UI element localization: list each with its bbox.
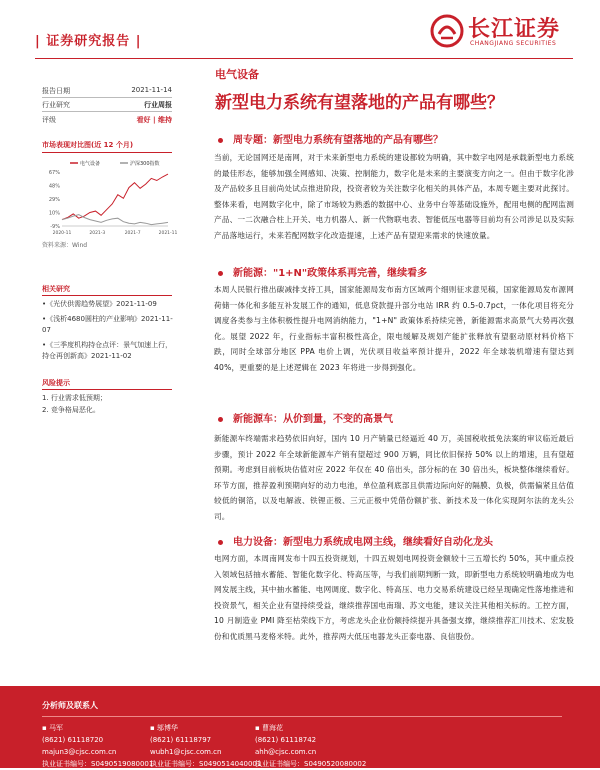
meta-label: 报告日期 (42, 87, 70, 95)
section-body: 当前，无论国网还是南网，对于未来新型电力系统的建设都较为明确，其中数字电网是承载新型电力系统的最佳形态，能够加强全网感知、决策、控制能力，数字化是未来的主要演变方向之一。但由于数字化涉及产品较多且目前尚处试点推进阶段，投资者较为关注数字化相关的具体产品，本周专题主要对此探讨。整体来看，电网数字化中，除了市场较为熟悉的数据中心、业务中台等基础设施外，配用电侧的配网监测产品、一二次融合柱上开关、电力机器人、新一代物联电表、智能低压电器等目前均有公司涉足以及实际产品落地运行，未来若配网数字化改造提速，上述产品有望迎来需求的快速放量。 (214, 153, 574, 240)
analyst-contact: ▪ 邬博华 (8621) 61118797 wubh1@cjsc.com.cn 执业证书编号：S0490514040001 (150, 722, 261, 770)
y-tick-label: 10% (48, 210, 60, 217)
y-tick-label: -9% (50, 224, 60, 230)
chart-source: 资料来源：Wind (42, 242, 88, 249)
meta-value: 2021-11-14 (131, 86, 172, 94)
chart-section-rule (42, 152, 172, 153)
series-line-csi300 (62, 215, 168, 225)
section-heading: 电力设备：新型电力系统成电网主线，继续看好自动化龙头 (218, 533, 493, 548)
section-heading: 新能源车：从价到量，不变的高景气 (218, 410, 393, 425)
meta-divider (42, 111, 172, 112)
y-tick-label: 67% (48, 170, 60, 176)
risk-rule (42, 389, 172, 390)
series-line-electrical-equipment (62, 174, 168, 220)
related-item[interactable]: •《三季度机构持仓点评：景气加速上行，持仓再创新高》2021-11-02 (42, 341, 173, 360)
section-body: 电网方面，本周南网发布十四五投资规划，十四五规划电网投资金额较十三五增长约 50%，其中重点投入领域包括抽水蓄能、智能化数字化、特高压等，与我们前期判断一致，即新型电力系统较明确地成为电网发展主线，其中抽水蓄能、电网调度、数字化、特高压、电力交易系统建设已经呈现确定性落地推进和投资景气，相关企业有望持续受益，继续推荐国电南瑞、苏文电能，建议关注其他相关标的。工控方面，10 月制造业 PMI 降至枯荣线下方，考虑龙头企业份额持续提升具备强支撑，继续推荐汇川技术、宏发股份和优质黑马麦格米特。此外，推荐两大低压电器龙头正泰电器、良信股份。 (214, 554, 574, 641)
email-link[interactable]: wubh1@cjsc.com.cn (150, 748, 222, 756)
email-link[interactable]: majun3@cjsc.com.cn (42, 748, 117, 756)
logo-text-cn: 长江证券 (468, 17, 561, 42)
bullet-icon (218, 540, 223, 545)
risk-title: 风险提示 (42, 379, 70, 387)
related-item[interactable]: •《浅析4680圆柱的产业影响》2021-11-07 (42, 315, 173, 334)
meta-value: 行业周报 (144, 101, 172, 109)
related-research-title: 相关研究 (42, 285, 70, 293)
y-tick-label: 29% (48, 197, 60, 203)
logo-mark-icon (430, 14, 464, 48)
x-tick-label: 2021-11 (158, 231, 178, 236)
section-heading: 周专题：新型电力系统有望落地的产品有哪些？ (218, 131, 443, 146)
report-type-label: | 证券研究报告 | (35, 34, 142, 49)
report-title: 新型电力系统有望落地的产品有哪些？ (215, 93, 504, 113)
related-research-rule (42, 295, 172, 296)
legend-label: 沪深300指数 (130, 161, 160, 167)
analyst-section-title: 分析师及联系人 (42, 701, 98, 710)
risk-item: 2. 竞争格局恶化。 (42, 406, 100, 414)
header-rule (35, 58, 573, 59)
meta-divider (42, 97, 172, 98)
analyst-contact: ▪ 曹海花 (8621) 61118742 ahh@cjsc.com.cn 执业证书编号：S0490520080002 (255, 722, 366, 770)
rating-value: 看好 | 维持 (136, 116, 172, 124)
chart-section-title: 市场表现对比图(近 12 个月) (42, 141, 134, 149)
footer-rule (42, 716, 562, 717)
logo-text-en: CHANGJIANG SECURITIES (470, 40, 557, 47)
risk-item: 1. 行业需求低预期； (42, 394, 107, 402)
bullet-icon (218, 138, 223, 143)
y-tick-label: 48% (48, 183, 60, 190)
bullet-icon (218, 417, 223, 422)
analyst-contact: ▪ 马军 (8621) 61118720 majun3@cjsc.com.cn 执业证书编号：S0490519080001 (42, 722, 153, 770)
industry-category: 电气设备 (215, 68, 259, 81)
x-tick-label: 2021-7 (124, 231, 141, 236)
email-link[interactable]: ahh@cjsc.com.cn (255, 748, 317, 756)
x-tick-label: 2020-11 (52, 231, 72, 236)
company-logo (430, 10, 570, 54)
meta-label: 评级 (42, 116, 56, 124)
section-body: 新能源车终端需求趋势依旧向好，国内 10 月产销量已经逼近 40 万，美国税收抵免法案的审议临近最后步骤，预计 2022 年全球新能源车产销有望超过 900 万辆，同比依旧保持 50% 以上的增速，且有望超预期。考虑到目前板块估值对应 2022 年仅在 40 倍出头，部分标的在 30 倍出头，板块整体继续看好。环节方面，推荐盈利预期向好的动力电池，单位盈利底部且供需边际向好的隔膜、负极，供需偏紧且估值较低的铜箔，以及电解液、铁锂正极、三元正极中凭借份额扩张、新技术及一体化实现阿尔法的龙头公司。 (214, 434, 574, 521)
market-performance-chart (42, 158, 178, 238)
legend-label: 电气设备 (80, 161, 101, 167)
related-item[interactable]: •《光伏供需趋势展望》2021-11-09 (42, 300, 157, 308)
bullet-icon (218, 271, 223, 276)
x-tick-label: 2021-3 (89, 231, 106, 236)
section-heading: 新能源："1+N"政策体系再完善，继续看多 (218, 264, 427, 279)
meta-label: 行业研究 (42, 101, 70, 109)
section-body: 本周人民银行推出碳减排支持工具，国家能源局发布南方区域两个细则征求意见稿，国家能源局发布源网荷储一体化和多能互补发展工作的通知，低息贷款提升部分电站 IRR 约 0.5-0.7pct，一体化项目将充分调度各类参与主体积极性提升电网消纳能力，"1+N" 政策体系持续完善，新能源需求高景气大势再次强化。展望 2022 年，行业指标丰富积极性高企，限电缓解及规划产能扩张释放有望驱动原材料价格下跌，同时全球部分地区 PPA 电价上调，光伏项目收益率预计提升，2022 年全球装机增速有望达到 40%，更重要的是上述逻辑在 2023 年将进一步得到强化。 (214, 285, 574, 372)
